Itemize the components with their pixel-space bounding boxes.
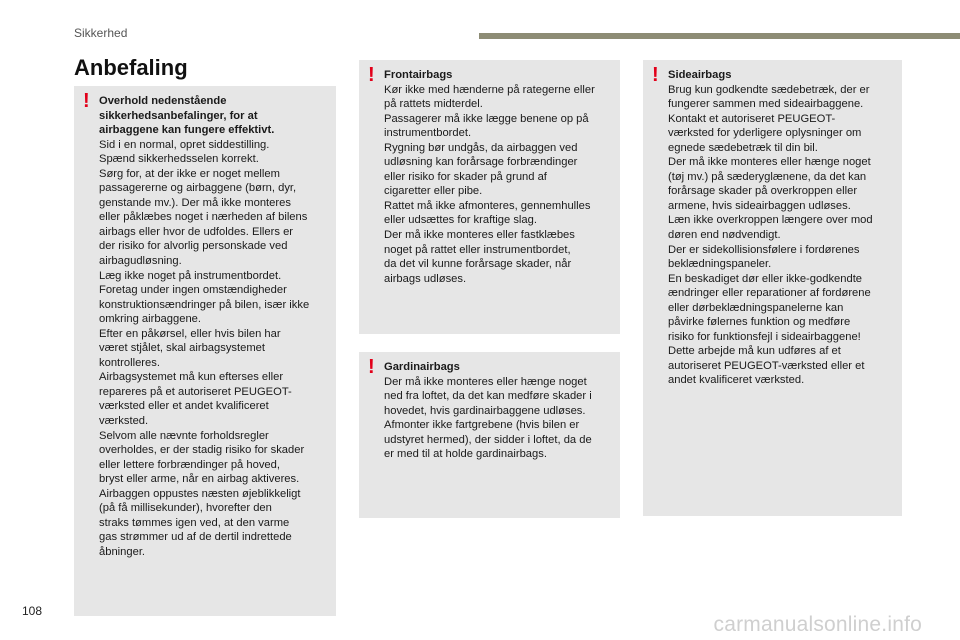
box-text-line: overholdes, er der stadig risiko for skader <box>99 444 305 457</box>
box-text-line: Airbaggen oppustes næsten øjeblikkeligt <box>99 487 301 500</box>
box-text-line: Airbagsystemet må kun efterses eller <box>99 371 284 384</box>
box-text-line: (på få millisekunder), hvorefter den <box>99 502 272 515</box>
box-text-line: hovedet, hvis gardinairbaggene udløses. <box>384 404 586 417</box>
box-text-line: Læn ikke overkroppen længere over mod <box>668 214 873 227</box>
box-text-line: passagererne og airbaggene (børn, dyr, <box>99 182 297 195</box>
warning-icon: ! <box>652 64 659 86</box>
box-title-line: airbaggene kan fungere effektivt. <box>99 124 275 137</box>
box-text-line: Der er sidekollisionsfølere i fordørenes <box>668 243 860 256</box>
box-text-line: Afmonter ikke fartgrebene (hvis bilen er <box>384 419 580 432</box>
box-text-line: Rattet må ikke afmonteres, gennemhulles <box>384 199 591 212</box>
box-text-line: værksted. <box>99 415 149 428</box>
box-text-line: armene, hvis sideairbaggen udløses. <box>668 199 851 212</box>
box-text-line: Kontakt et autoriseret PEUGEOT- <box>668 112 836 125</box>
warning-box-general <box>74 86 336 616</box>
box-text-line: udstyret hermed), der sidder i loftet, da de <box>384 433 592 446</box>
box-text-line: Læg ikke noget på instrumentbordet. <box>99 269 282 282</box>
watermark: carmanualsonline.info <box>713 613 922 636</box>
box-text-line: Sid i en normal, opret siddestilling. <box>99 138 270 151</box>
warning-box-frontairbags <box>359 60 620 334</box>
box-text-line: beklædningspaneler. <box>668 258 772 271</box>
warning-icon: ! <box>368 64 375 86</box>
box-text-line: (tøj mv.) på sæderyglænene, da det kan <box>668 170 867 183</box>
box-text-line: eller risiko for skader på grund af <box>384 170 547 183</box>
box-text-line: på rattets midterdel. <box>384 98 483 111</box>
box-text-line: åbninger. <box>99 545 146 558</box>
box-text-line: der risiko for alvorlig personskade ved <box>99 240 288 253</box>
page-title: Anbefaling <box>74 55 188 80</box>
box-text-line: Dette arbejde må kun udføres af et <box>668 345 841 358</box>
box-text-line: autoriseret PEUGEOT-værksted eller et <box>668 359 865 372</box>
box-text-line: genstande mv.). Der må ikke monteres <box>99 196 291 209</box>
box-text-line: eller påklæbes noget i nærheden af bilens <box>99 211 308 224</box>
box-text-line: fungerer sammen med sideairbaggene. <box>668 98 864 111</box>
box-text-line: cigaretter eller pibe. <box>384 185 483 198</box>
box-text-line: Sørg for, at der ikke er noget mellem <box>99 167 280 180</box>
box-text-line: konstruktionsændringer på bilen, især ikke <box>99 298 310 311</box>
box-text-line: da det vil kunne forårsage skader, når <box>384 258 572 271</box>
box-text-line: repareres på et autoriseret PEUGEOT- <box>99 385 292 398</box>
box-text-line: forårsage skader på overkroppen eller <box>668 185 858 198</box>
box-text-line: Brug kun godkendte sædebetræk, der er <box>668 83 870 96</box>
box-text-line: eller udsættes for kraftige slag. <box>384 214 537 227</box>
box-text-line: Selvom alle nævnte forholdsregler <box>99 429 269 442</box>
box-text-line: værksted eller et andet kvalificeret <box>99 400 269 413</box>
warning-box-sideairbags <box>643 60 902 516</box>
box-text-line: risiko for funktionsfejl i sideairbaggene! <box>668 330 861 343</box>
box-text-line: Spænd sikkerhedsselen korrekt. <box>99 153 259 166</box>
box-text-line: bryst eller arme, når en airbag aktiveres. <box>99 473 300 486</box>
box-text-line: er med til at holde gardinairbags. <box>384 448 547 461</box>
section-label: Sikkerhed <box>74 26 128 40</box>
box-text-line: omkring airbaggene. <box>99 313 201 326</box>
box-text-line: gas strømmer ud af de dertil indrettede <box>99 531 292 544</box>
box-text-line: noget på rattet eller instrumentbordet, <box>384 243 571 256</box>
box-text-line: eller lettere forbrændinger på hoved, <box>99 458 280 471</box>
box-text-line: kontrolleres. <box>99 356 160 369</box>
box-text-line: En beskadiget dør eller ikke-godkendte <box>668 272 863 285</box>
box-text-line: døren end nødvendigt. <box>668 229 781 242</box>
box-text-line: Rygning bør undgås, da airbaggen ved <box>384 141 578 154</box>
box-title-line: sikkerhedsanbefalinger, for at <box>99 109 258 122</box>
page-number: 108 <box>22 604 43 618</box>
box-text-line: påvirke følernes funktion og medføre <box>668 316 851 329</box>
box-text-line: Foretag under ingen omstændigheder <box>99 284 287 297</box>
box-text-line: Efter en påkørsel, eller hvis bilen har <box>99 327 281 340</box>
box-title-line: Gardinairbags <box>384 361 460 373</box>
box-title-line: Frontairbags <box>384 69 453 81</box>
box-text-line: andet kvalificeret værksted. <box>668 374 805 387</box>
warning-box-gardinairbags <box>359 352 620 518</box>
box-text-line: værksted for yderligere oplysninger om <box>668 127 862 140</box>
box-text-line: Der må ikke monteres eller hænge noget <box>668 156 871 169</box>
box-title-line: Overhold nedenstående <box>99 95 227 107</box>
box-text-line: airbags udløses. <box>384 272 467 285</box>
box-text-line: airbags eller hvor de udfoldes. Ellers er <box>99 225 294 238</box>
box-text-line: Passagerer må ikke lægge benene op på <box>384 112 589 125</box>
box-text-line: udløsning kan forårsage forbrændinger <box>384 156 578 169</box>
box-text-line: airbagudløsning. <box>99 255 182 268</box>
box-text-line: været stjålet, skal airbagsystemet <box>99 342 266 355</box>
box-title-line: Sideairbags <box>668 69 732 81</box>
box-text-line: eller dørbeklædningspanelerne kan <box>668 301 844 314</box>
box-text-line: straks tømmes igen ved, at den varme <box>99 516 290 529</box>
box-text-line: instrumentbordet. <box>384 127 472 140</box>
header-bar <box>479 33 960 39</box>
warning-icon: ! <box>83 90 90 112</box>
box-text-line: ned fra loftet, da det kan medføre skader i <box>384 390 592 403</box>
box-text-line: Der må ikke monteres eller hænge noget <box>384 375 587 388</box>
box-text-line: egnede sædebetræk til din bil. <box>668 141 818 154</box>
box-text-line: Kør ikke med hænderne på rategerne eller <box>384 83 595 96</box>
warning-icon: ! <box>368 356 375 378</box>
box-text-line: ændringer eller reparationer af fordørene <box>668 287 871 300</box>
box-text-line: Der må ikke monteres eller fastklæbes <box>384 229 575 242</box>
